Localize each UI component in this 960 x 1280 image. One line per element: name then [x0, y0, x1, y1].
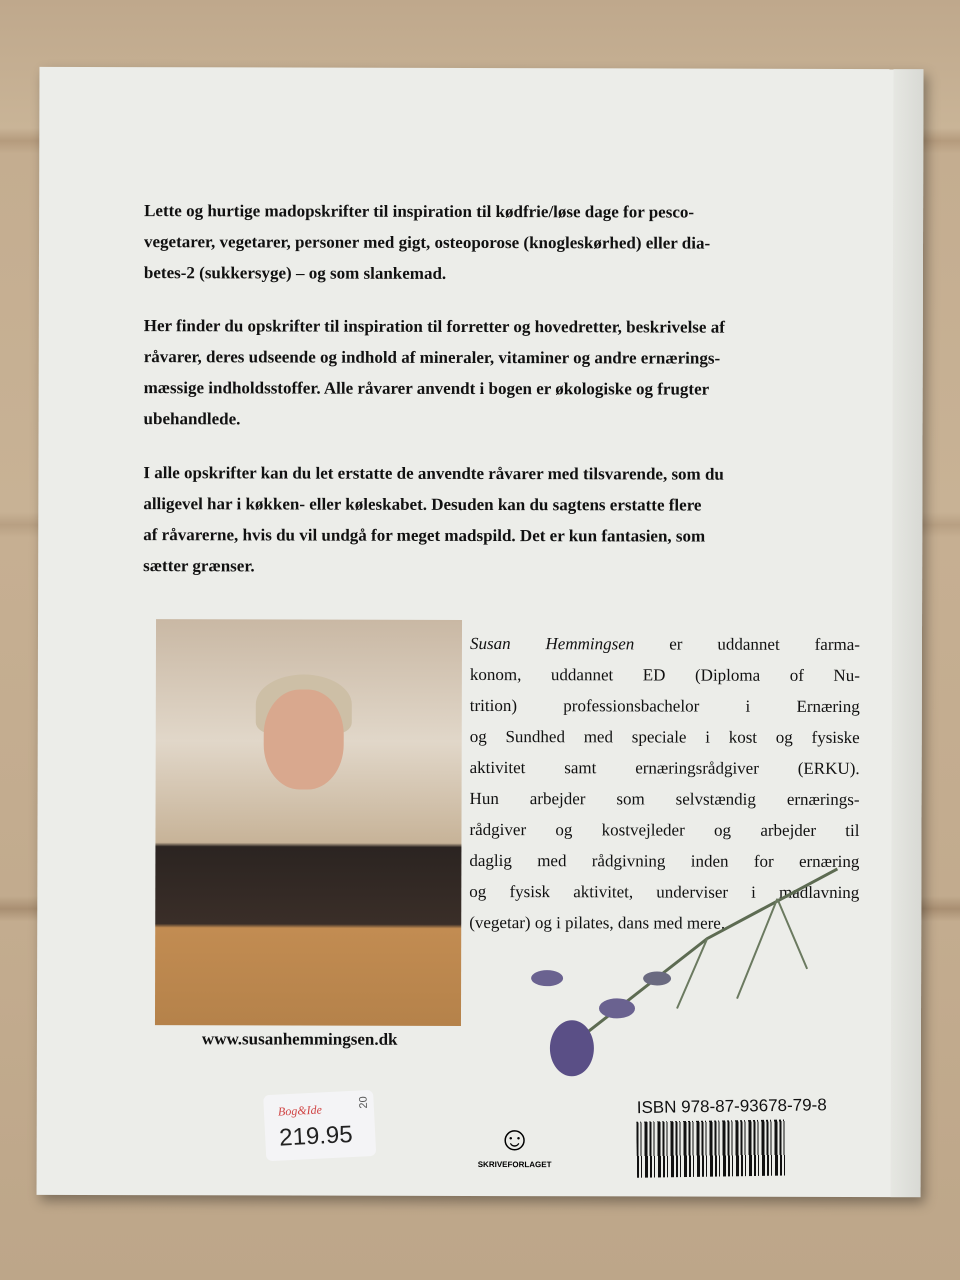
text-line: sætter grænser. [143, 556, 255, 576]
text-line: daglig med rådgivning inden for ernæring [469, 850, 860, 871]
text-line: af råvarerne, hvis du vil undgå for meget madspild. Det er kun fantasien, som [143, 525, 706, 546]
book-back-cover [37, 67, 924, 1197]
author-website: www.susanhemmingsen.dk [201, 1029, 398, 1049]
reader-icon: ☺ [497, 1121, 533, 1159]
text-line: vegetarer, vegetarer, personer med gigt, osteoporose (knogleskørhed) eller dia- [143, 232, 711, 253]
text-line: trition) professionsbachelor i Ernæring [469, 695, 860, 716]
text-line: ubehandlede. [143, 409, 241, 429]
blurb-paragraph-3 [143, 457, 833, 583]
text-line: mæssige indholdsstoffer. Alle råvarer anvendt i bogen er økologiske og frugter [143, 378, 710, 399]
text-line: og Sundhed med speciale i kost og fysiske [469, 726, 860, 747]
publisher-logo [475, 1120, 555, 1169]
text-line: Lette og hurtige madopskrifter til inspiration til kødfrie/løse dage for pesco- [144, 201, 695, 222]
lavender-illustration [477, 858, 858, 1079]
text-line: konom, uddannet ED (Diploma of Nu- [469, 664, 860, 685]
text-line: alligevel har i køkken- eller køleskabet. Desuden kan du sagtens erstatte flere [143, 494, 702, 515]
blurb-paragraph-1 [144, 195, 834, 290]
author-face [264, 689, 344, 789]
author-name: Susan Hemmingsen [469, 633, 635, 654]
text-line: betes-2 (sukkersyge) – og som slankemad. [143, 263, 447, 283]
text-line: (vegetar) og i pilates, dans med mere. [469, 912, 726, 933]
blurb-paragraph-2 [144, 310, 834, 436]
isbn-number: ISBN 978-87-93678-79-8 [636, 1095, 827, 1118]
publisher-name: SKRIVEFORLAGET [477, 1159, 552, 1170]
text-line: rådgiver og kostvejleder og arbejder til [469, 819, 860, 840]
text-line [470, 628, 860, 660]
text-line: aktivitet samt ernæringsrådgiver (ERKU). [469, 757, 860, 778]
store-name: Bog&Ide [277, 1102, 323, 1119]
author-photo [155, 619, 462, 1026]
price-sticker [263, 1090, 376, 1161]
price-code: 20 [357, 1095, 370, 1109]
text-line: I alle opskrifter kan du let erstatte de anvendte råvarer med tilsvarende, som du [143, 463, 724, 484]
text-line: Her finder du opskrifter til inspiration til forretter og hovedretter, beskrivelse af [143, 316, 725, 337]
text-line: Hun arbejder som selvstændig ernærings- [469, 788, 860, 809]
text-line: råvarer, deres udseende og indhold af mineraler, vitaminer og andre ernærings- [143, 347, 721, 368]
barcode [636, 1119, 787, 1177]
price: 219.95 [278, 1120, 354, 1152]
text-line: og fysisk aktivitet, underviser i madlavning [469, 881, 860, 902]
text-line: er uddannet farma- [634, 634, 860, 654]
